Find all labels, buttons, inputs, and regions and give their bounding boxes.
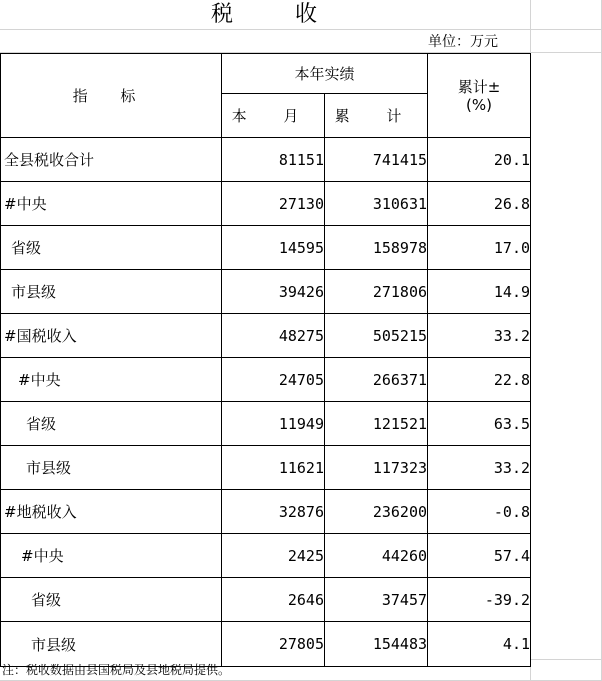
this-year-header: 本年实绩	[222, 54, 428, 94]
cumulative-value: 154483	[325, 622, 428, 667]
table-row	[1, 182, 531, 226]
row-name: 市县级	[1, 270, 222, 314]
pct-value: 20.1	[428, 138, 531, 182]
cumulative-value: 158978	[325, 226, 428, 270]
row-name: 市县级	[1, 622, 222, 667]
pct-value: 22.8	[428, 358, 531, 402]
month-value: 2646	[222, 578, 325, 622]
pct-value: 17.0	[428, 226, 531, 270]
cumulative-value: 121521	[325, 402, 428, 446]
indicator-header: 指 标	[1, 54, 222, 138]
cumulative-value: 505215	[325, 314, 428, 358]
pct-value: -39.2	[428, 578, 531, 622]
row-name: 市县级	[1, 446, 222, 490]
cumulative-value: 44260	[325, 534, 428, 578]
table-row	[1, 226, 531, 270]
month-value: 11621	[222, 446, 325, 490]
pct-value: 4.1	[428, 622, 531, 667]
month-value: 32876	[222, 490, 325, 534]
row-name: #中央	[1, 534, 222, 578]
unit-label: 单位：万元	[428, 34, 498, 50]
tax-table	[0, 53, 531, 667]
pct-value: 33.2	[428, 314, 531, 358]
cumulative-change-header	[428, 54, 531, 138]
title-char: 税	[210, 2, 235, 27]
table-row	[1, 138, 531, 182]
month-value: 27805	[222, 622, 325, 667]
page-title	[0, 0, 530, 30]
table-row	[1, 446, 531, 490]
month-value: 81151	[222, 138, 325, 182]
cumulative-value: 741415	[325, 138, 428, 182]
pct-value: 14.9	[428, 270, 531, 314]
row-name: 省级	[1, 578, 222, 622]
month-value: 2425	[222, 534, 325, 578]
row-name: 全县税收合计	[1, 138, 222, 182]
table-row	[1, 314, 531, 358]
table-row	[1, 270, 531, 314]
pct-value: -0.8	[428, 490, 531, 534]
table-row	[1, 358, 531, 402]
month-header: 本 月	[222, 94, 325, 138]
month-value: 48275	[222, 314, 325, 358]
cumulative-value: 271806	[325, 270, 428, 314]
table-row	[1, 578, 531, 622]
row-name: #国税收入	[1, 314, 222, 358]
row-name: #中央	[1, 358, 222, 402]
footnote: 注：税收数据由县国税局及县地税局提供。	[2, 663, 231, 677]
title-char: 收	[295, 2, 320, 27]
month-value: 24705	[222, 358, 325, 402]
cumulative-value: 37457	[325, 578, 428, 622]
row-name: #中央	[1, 182, 222, 226]
month-value: 11949	[222, 402, 325, 446]
pct-header-unit: (%)	[466, 95, 492, 114]
cumulative-value: 266371	[325, 358, 428, 402]
pct-value: 26.8	[428, 182, 531, 226]
table-row	[1, 402, 531, 446]
cumulative-value: 236200	[325, 490, 428, 534]
pct-value: 33.2	[428, 446, 531, 490]
month-value: 39426	[222, 270, 325, 314]
month-value: 14595	[222, 226, 325, 270]
table-row	[1, 490, 531, 534]
pct-value: 57.4	[428, 534, 531, 578]
cumulative-value: 310631	[325, 182, 428, 226]
cumulative-value: 117323	[325, 446, 428, 490]
month-value: 27130	[222, 182, 325, 226]
row-name: #地税收入	[1, 490, 222, 534]
row-name: 省级	[1, 402, 222, 446]
pct-header-line: 累计±	[457, 77, 501, 96]
table-row	[1, 534, 531, 578]
pct-value: 63.5	[428, 402, 531, 446]
cumulative-header: 累 计	[325, 94, 428, 138]
row-name: 省级	[1, 226, 222, 270]
